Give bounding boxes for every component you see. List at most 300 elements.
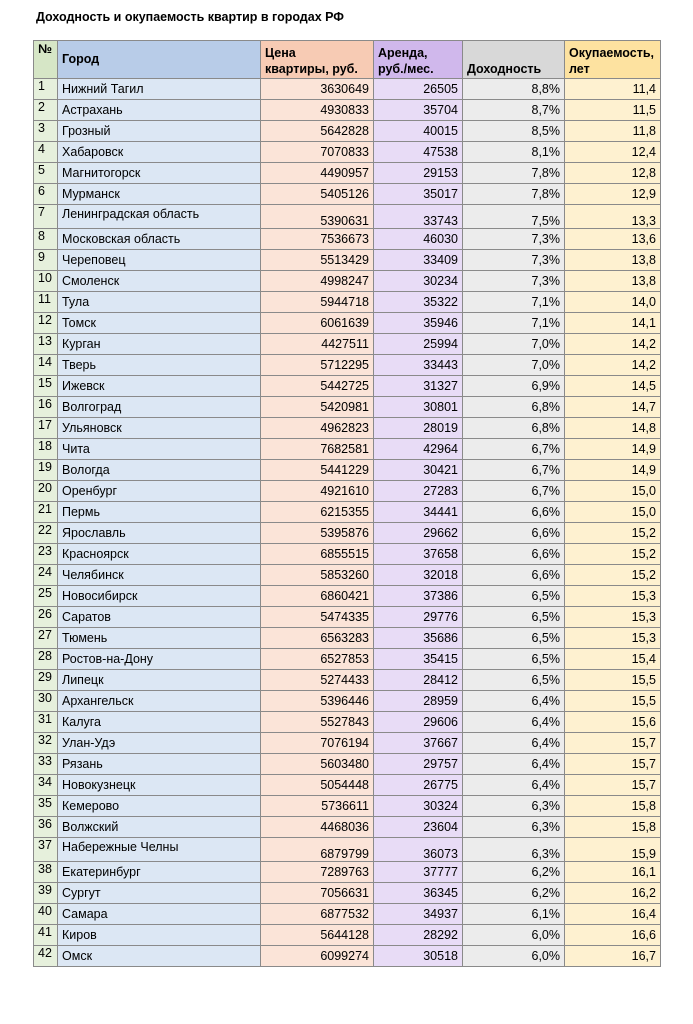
row-number: 31	[34, 712, 58, 733]
table-row	[34, 733, 661, 754]
apartment-price: 5527843	[261, 712, 374, 733]
header-rent	[374, 41, 463, 79]
yield-value: 7,0%	[463, 355, 565, 376]
payback-years: 11,8	[565, 121, 661, 142]
city-name: Рязань	[58, 754, 261, 775]
row-number: 38	[34, 862, 58, 883]
city-name: Новосибирск	[58, 586, 261, 607]
table-row	[34, 904, 661, 925]
monthly-rent: 33443	[374, 355, 463, 376]
table-row	[34, 670, 661, 691]
monthly-rent: 25994	[374, 334, 463, 355]
row-number: 34	[34, 775, 58, 796]
header-yield: Доходность	[463, 41, 565, 79]
table-row	[34, 376, 661, 397]
row-number: 24	[34, 565, 58, 586]
row-number: 27	[34, 628, 58, 649]
apartment-price: 4998247	[261, 271, 374, 292]
yield-value: 8,5%	[463, 121, 565, 142]
yield-value: 6,0%	[463, 946, 565, 967]
table-row	[34, 775, 661, 796]
yield-value: 6,2%	[463, 862, 565, 883]
row-number: 13	[34, 334, 58, 355]
monthly-rent: 37777	[374, 862, 463, 883]
table-row	[34, 817, 661, 838]
payback-years: 14,9	[565, 460, 661, 481]
monthly-rent: 27283	[374, 481, 463, 502]
apartment-price: 7289763	[261, 862, 374, 883]
apartment-price: 5603480	[261, 754, 374, 775]
monthly-rent: 37658	[374, 544, 463, 565]
yield-value: 7,8%	[463, 163, 565, 184]
apartment-price: 7056631	[261, 883, 374, 904]
header-payback	[565, 41, 661, 79]
city-name: Челябинск	[58, 565, 261, 586]
city-name: Чита	[58, 439, 261, 460]
city-name: Астрахань	[58, 100, 261, 121]
yield-value: 6,3%	[463, 817, 565, 838]
row-number: 15	[34, 376, 58, 397]
table-row	[34, 142, 661, 163]
apartment-price: 7682581	[261, 439, 374, 460]
yield-value: 7,3%	[463, 229, 565, 250]
table-body	[34, 79, 661, 967]
city-name: Ростов-на-Дону	[58, 649, 261, 670]
header-rent-line2: руб./мес.	[378, 62, 434, 76]
table-row	[34, 796, 661, 817]
monthly-rent: 28292	[374, 925, 463, 946]
payback-years: 16,1	[565, 862, 661, 883]
table-row	[34, 397, 661, 418]
monthly-rent: 35704	[374, 100, 463, 121]
monthly-rent: 28412	[374, 670, 463, 691]
row-number: 22	[34, 523, 58, 544]
table-row	[34, 754, 661, 775]
monthly-rent: 36073	[374, 838, 463, 862]
table-row	[34, 565, 661, 586]
table-row	[34, 925, 661, 946]
payback-years: 14,8	[565, 418, 661, 439]
yield-value: 6,6%	[463, 502, 565, 523]
payback-years: 15,7	[565, 733, 661, 754]
apartment-price: 4427511	[261, 334, 374, 355]
table-row	[34, 523, 661, 544]
monthly-rent: 34937	[374, 904, 463, 925]
row-number: 12	[34, 313, 58, 334]
table-row	[34, 883, 661, 904]
yield-value: 6,6%	[463, 523, 565, 544]
city-name: Тюмень	[58, 628, 261, 649]
apartment-price: 7076194	[261, 733, 374, 754]
monthly-rent: 30324	[374, 796, 463, 817]
apartment-price: 5442725	[261, 376, 374, 397]
apartment-price: 5644128	[261, 925, 374, 946]
monthly-rent: 32018	[374, 565, 463, 586]
city-name: Самара	[58, 904, 261, 925]
monthly-rent: 29662	[374, 523, 463, 544]
city-name: Новокузнецк	[58, 775, 261, 796]
yield-value: 8,8%	[463, 79, 565, 100]
city-name: Смоленск	[58, 271, 261, 292]
row-number: 36	[34, 817, 58, 838]
payback-years: 14,5	[565, 376, 661, 397]
apartment-price: 6099274	[261, 946, 374, 967]
row-number: 8	[34, 229, 58, 250]
apartment-price: 5642828	[261, 121, 374, 142]
apartment-price: 6879799	[261, 838, 374, 862]
apartment-price: 6877532	[261, 904, 374, 925]
payback-years: 14,2	[565, 355, 661, 376]
payback-years: 12,4	[565, 142, 661, 163]
apartment-price: 6860421	[261, 586, 374, 607]
yield-value: 6,6%	[463, 544, 565, 565]
yield-value: 6,4%	[463, 712, 565, 733]
city-name: Ленинградская область	[58, 205, 261, 229]
row-number: 16	[34, 397, 58, 418]
yield-value: 7,3%	[463, 250, 565, 271]
apartment-price: 5395876	[261, 523, 374, 544]
row-number: 6	[34, 184, 58, 205]
city-name: Тверь	[58, 355, 261, 376]
table-row	[34, 712, 661, 733]
yield-value: 6,1%	[463, 904, 565, 925]
city-name: Магнитогорск	[58, 163, 261, 184]
apartment-price: 7070833	[261, 142, 374, 163]
payback-years: 15,0	[565, 481, 661, 502]
monthly-rent: 35415	[374, 649, 463, 670]
table-row	[34, 121, 661, 142]
payback-years: 13,8	[565, 250, 661, 271]
yield-table	[33, 40, 661, 967]
yield-value: 6,7%	[463, 481, 565, 502]
row-number: 18	[34, 439, 58, 460]
table-row	[34, 292, 661, 313]
yield-value: 7,3%	[463, 271, 565, 292]
apartment-price: 3630649	[261, 79, 374, 100]
payback-years: 13,8	[565, 271, 661, 292]
apartment-price: 4962823	[261, 418, 374, 439]
payback-years: 16,4	[565, 904, 661, 925]
row-number: 29	[34, 670, 58, 691]
payback-years: 16,2	[565, 883, 661, 904]
yield-value: 6,3%	[463, 796, 565, 817]
city-name: Хабаровск	[58, 142, 261, 163]
apartment-price: 5420981	[261, 397, 374, 418]
header-city: Город	[58, 41, 261, 79]
city-name: Киров	[58, 925, 261, 946]
apartment-price: 5390631	[261, 205, 374, 229]
table-row	[34, 649, 661, 670]
city-name: Московская область	[58, 229, 261, 250]
city-name: Екатеринбург	[58, 862, 261, 883]
apartment-price: 5736611	[261, 796, 374, 817]
table-row	[34, 184, 661, 205]
table-row	[34, 628, 661, 649]
apartment-price: 6527853	[261, 649, 374, 670]
city-name: Оренбург	[58, 481, 261, 502]
apartment-price: 4490957	[261, 163, 374, 184]
table-row	[34, 205, 661, 229]
row-number: 37	[34, 838, 58, 862]
row-number: 17	[34, 418, 58, 439]
city-name: Череповец	[58, 250, 261, 271]
page-title: Доходность и окупаемость квартир в городах РФ	[36, 10, 344, 24]
payback-years: 14,1	[565, 313, 661, 334]
payback-years: 14,2	[565, 334, 661, 355]
header-rent-line1: Аренда,	[378, 46, 428, 60]
city-name: Грозный	[58, 121, 261, 142]
row-number: 32	[34, 733, 58, 754]
city-name: Набережные Челны	[58, 838, 261, 862]
table-row	[34, 271, 661, 292]
payback-years: 14,7	[565, 397, 661, 418]
table-row	[34, 862, 661, 883]
yield-value: 6,4%	[463, 754, 565, 775]
yield-value: 6,5%	[463, 670, 565, 691]
payback-years: 15,7	[565, 775, 661, 796]
table-row	[34, 481, 661, 502]
row-number: 20	[34, 481, 58, 502]
monthly-rent: 29153	[374, 163, 463, 184]
monthly-rent: 36345	[374, 883, 463, 904]
row-number: 1	[34, 79, 58, 100]
table-row	[34, 586, 661, 607]
city-name: Липецк	[58, 670, 261, 691]
yield-value: 6,5%	[463, 607, 565, 628]
apartment-price: 6563283	[261, 628, 374, 649]
monthly-rent: 46030	[374, 229, 463, 250]
city-name: Архангельск	[58, 691, 261, 712]
row-number: 28	[34, 649, 58, 670]
apartment-price: 5712295	[261, 355, 374, 376]
payback-years: 15,3	[565, 607, 661, 628]
monthly-rent: 30801	[374, 397, 463, 418]
yield-value: 6,8%	[463, 397, 565, 418]
payback-years: 15,2	[565, 544, 661, 565]
monthly-rent: 30421	[374, 460, 463, 481]
yield-value: 6,5%	[463, 628, 565, 649]
payback-years: 14,9	[565, 439, 661, 460]
apartment-price: 5513429	[261, 250, 374, 271]
payback-years: 15,0	[565, 502, 661, 523]
table-row	[34, 460, 661, 481]
row-number: 7	[34, 205, 58, 229]
yield-value: 6,2%	[463, 883, 565, 904]
city-name: Сургут	[58, 883, 261, 904]
yield-value: 7,1%	[463, 292, 565, 313]
yield-value: 7,8%	[463, 184, 565, 205]
monthly-rent: 28019	[374, 418, 463, 439]
monthly-rent: 29606	[374, 712, 463, 733]
apartment-price: 5405126	[261, 184, 374, 205]
yield-value: 6,4%	[463, 775, 565, 796]
monthly-rent: 28959	[374, 691, 463, 712]
payback-years: 15,8	[565, 817, 661, 838]
header-payback-line1: Окупаемость,	[569, 46, 655, 60]
payback-years: 11,4	[565, 79, 661, 100]
table-row	[34, 313, 661, 334]
monthly-rent: 37667	[374, 733, 463, 754]
monthly-rent: 42964	[374, 439, 463, 460]
payback-years: 15,4	[565, 649, 661, 670]
row-number: 14	[34, 355, 58, 376]
city-name: Калуга	[58, 712, 261, 733]
table-row	[34, 355, 661, 376]
monthly-rent: 33743	[374, 205, 463, 229]
payback-years: 12,9	[565, 184, 661, 205]
row-number: 23	[34, 544, 58, 565]
city-name: Ярославль	[58, 523, 261, 544]
apartment-price: 5853260	[261, 565, 374, 586]
row-number: 42	[34, 946, 58, 967]
row-number: 35	[34, 796, 58, 817]
city-name: Красноярск	[58, 544, 261, 565]
monthly-rent: 35322	[374, 292, 463, 313]
city-name: Омск	[58, 946, 261, 967]
row-number: 19	[34, 460, 58, 481]
city-name: Тула	[58, 292, 261, 313]
monthly-rent: 40015	[374, 121, 463, 142]
table-row	[34, 502, 661, 523]
yield-value: 6,0%	[463, 925, 565, 946]
table-row	[34, 163, 661, 184]
yield-value: 6,9%	[463, 376, 565, 397]
city-name: Курган	[58, 334, 261, 355]
yield-value: 7,5%	[463, 205, 565, 229]
yield-value: 6,3%	[463, 838, 565, 862]
yield-value: 6,4%	[463, 733, 565, 754]
city-name: Кемерово	[58, 796, 261, 817]
monthly-rent: 35017	[374, 184, 463, 205]
yield-value: 7,1%	[463, 313, 565, 334]
city-name: Мурманск	[58, 184, 261, 205]
yield-value: 6,8%	[463, 418, 565, 439]
yield-value: 6,5%	[463, 586, 565, 607]
yield-value: 6,6%	[463, 565, 565, 586]
payback-years: 13,6	[565, 229, 661, 250]
city-name: Волжский	[58, 817, 261, 838]
row-number: 25	[34, 586, 58, 607]
payback-years: 15,3	[565, 628, 661, 649]
header-price	[261, 41, 374, 79]
monthly-rent: 31327	[374, 376, 463, 397]
payback-years: 16,7	[565, 946, 661, 967]
payback-years: 15,9	[565, 838, 661, 862]
row-number: 33	[34, 754, 58, 775]
payback-years: 15,3	[565, 586, 661, 607]
yield-value: 8,1%	[463, 142, 565, 163]
payback-years: 16,6	[565, 925, 661, 946]
header-price-line1: Цена	[265, 46, 296, 60]
city-name: Саратов	[58, 607, 261, 628]
table-row	[34, 229, 661, 250]
monthly-rent: 29757	[374, 754, 463, 775]
apartment-price: 5474335	[261, 607, 374, 628]
payback-years: 15,2	[565, 565, 661, 586]
yield-value: 8,7%	[463, 100, 565, 121]
header-payback-line2: лет	[569, 62, 590, 76]
row-number: 5	[34, 163, 58, 184]
monthly-rent: 37386	[374, 586, 463, 607]
yield-value: 6,7%	[463, 439, 565, 460]
header-num: №	[34, 41, 58, 79]
payback-years: 15,5	[565, 691, 661, 712]
payback-years: 13,3	[565, 205, 661, 229]
row-number: 11	[34, 292, 58, 313]
apartment-price: 4930833	[261, 100, 374, 121]
monthly-rent: 33409	[374, 250, 463, 271]
header-row	[34, 41, 661, 79]
payback-years: 15,7	[565, 754, 661, 775]
city-name: Волгоград	[58, 397, 261, 418]
yield-value: 6,4%	[463, 691, 565, 712]
monthly-rent: 30234	[374, 271, 463, 292]
table-row	[34, 838, 661, 862]
table-row	[34, 946, 661, 967]
row-number: 2	[34, 100, 58, 121]
payback-years: 15,6	[565, 712, 661, 733]
apartment-price: 5396446	[261, 691, 374, 712]
apartment-price: 5274433	[261, 670, 374, 691]
monthly-rent: 35686	[374, 628, 463, 649]
table-row	[34, 439, 661, 460]
table-row	[34, 418, 661, 439]
table-row	[34, 607, 661, 628]
apartment-price: 6855515	[261, 544, 374, 565]
yield-value: 6,5%	[463, 649, 565, 670]
row-number: 10	[34, 271, 58, 292]
table-row	[34, 691, 661, 712]
yield-value: 6,7%	[463, 460, 565, 481]
payback-years: 15,8	[565, 796, 661, 817]
monthly-rent: 35946	[374, 313, 463, 334]
row-number: 3	[34, 121, 58, 142]
city-name: Томск	[58, 313, 261, 334]
monthly-rent: 30518	[374, 946, 463, 967]
payback-years: 12,8	[565, 163, 661, 184]
yield-value: 7,0%	[463, 334, 565, 355]
city-name: Пермь	[58, 502, 261, 523]
row-number: 4	[34, 142, 58, 163]
payback-years: 14,0	[565, 292, 661, 313]
row-number: 40	[34, 904, 58, 925]
row-number: 21	[34, 502, 58, 523]
row-number: 41	[34, 925, 58, 946]
table-row	[34, 544, 661, 565]
apartment-price: 5441229	[261, 460, 374, 481]
apartment-price: 6061639	[261, 313, 374, 334]
city-name: Ижевск	[58, 376, 261, 397]
payback-years: 15,5	[565, 670, 661, 691]
monthly-rent: 29776	[374, 607, 463, 628]
row-number: 9	[34, 250, 58, 271]
row-number: 30	[34, 691, 58, 712]
apartment-price: 5944718	[261, 292, 374, 313]
city-name: Нижний Тагил	[58, 79, 261, 100]
apartment-price: 7536673	[261, 229, 374, 250]
table-row	[34, 250, 661, 271]
apartment-price: 4468036	[261, 817, 374, 838]
city-name: Улан-Удэ	[58, 733, 261, 754]
header-price-line2: квартиры, руб.	[265, 62, 358, 76]
apartment-price: 4921610	[261, 481, 374, 502]
city-name: Ульяновск	[58, 418, 261, 439]
monthly-rent: 26505	[374, 79, 463, 100]
row-number: 26	[34, 607, 58, 628]
monthly-rent: 26775	[374, 775, 463, 796]
monthly-rent: 34441	[374, 502, 463, 523]
table-row	[34, 100, 661, 121]
